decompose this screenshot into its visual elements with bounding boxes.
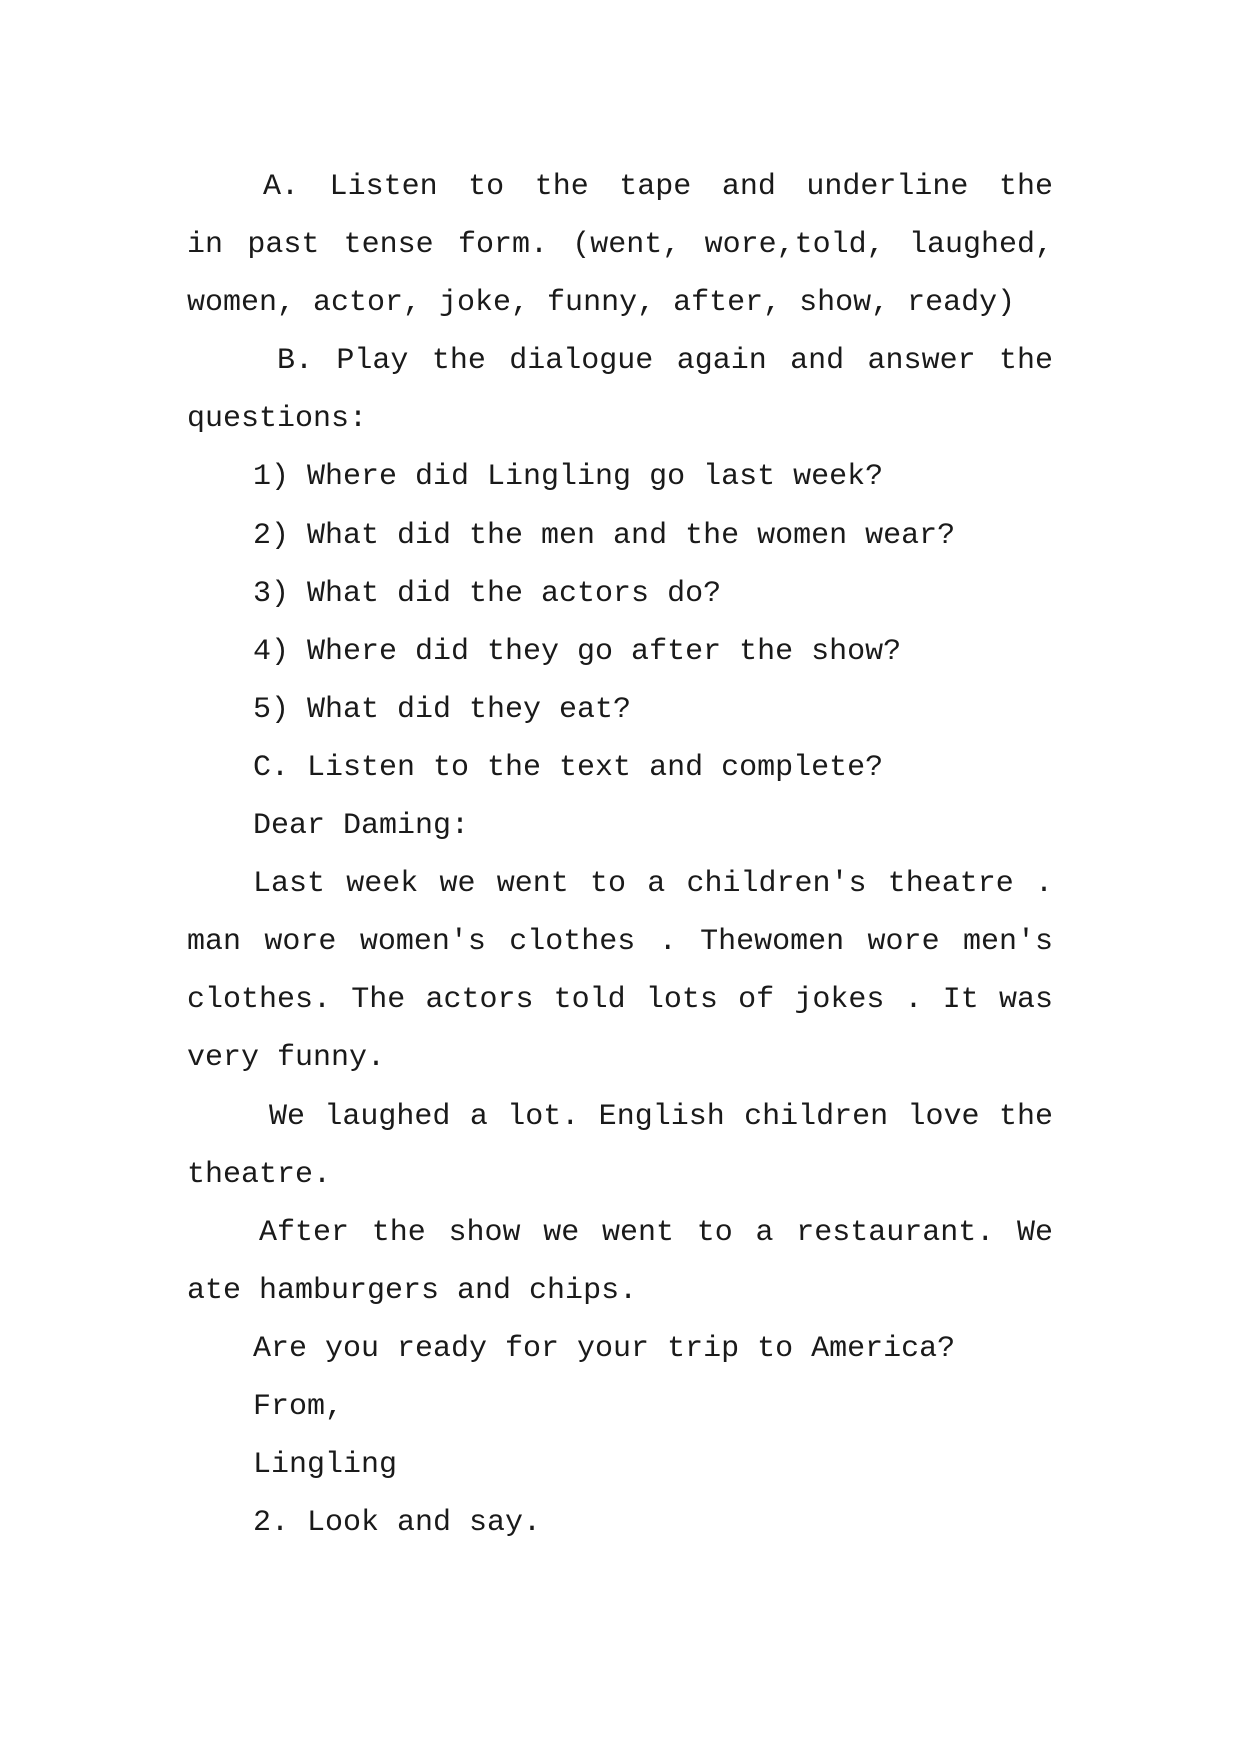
question-3: 3) What did the actors do? [253, 576, 722, 611]
question-5: 5) What did they eat? [253, 692, 632, 727]
document-body [187, 158, 1053, 1552]
letter-p4: Are you ready for your trip to America? [253, 1331, 956, 1366]
question-2: 2) What did the men and the women wear? [253, 518, 956, 553]
letter-signature: Lingling [253, 1448, 398, 1483]
letter-p2-line-1: We laughed a lot. English children love the [269, 1099, 1053, 1134]
letter-p3-line-1: After the show we went to a restaurant. We [259, 1215, 1053, 1250]
section-a-line-1: A. Listen to the tape and underline the [263, 170, 1053, 204]
question-1: 1) Where did Lingling go last week? [253, 460, 884, 495]
section-b-line-1: B. Play the dialogue again and answer the [277, 344, 1053, 379]
letter-p1-line-4: very funny. [187, 1041, 386, 1076]
exercise-2-heading: 2. Look and say. [253, 1506, 542, 1541]
section-a-line-3: women, actor, joke, funny, after, show, ready) [187, 286, 1016, 321]
letter-p3-line-2: ate hamburgers and chips. [187, 1273, 638, 1308]
section-b-line-2: questions: [187, 402, 368, 437]
section-c-heading: C. Listen to the text and complete? [253, 750, 884, 785]
letter-salutation: Dear Daming: [253, 809, 470, 844]
letter-p1-line-3: clothes. The actors told lots of jokes . It was [187, 983, 1053, 1018]
letter-p1-line-2: man wore women's clothes . Thewomen wore men's [187, 925, 1053, 960]
letter-p1-line-1: Last week we went to a children's theatre . [253, 867, 1053, 902]
section-a-line-2: in past tense form. (went, wore,told, laughed, [187, 228, 1053, 263]
letter-closing: From, [253, 1389, 344, 1424]
question-4: 4) Where did they go after the show? [253, 634, 902, 669]
letter-p2-line-2: theatre. [187, 1157, 332, 1192]
